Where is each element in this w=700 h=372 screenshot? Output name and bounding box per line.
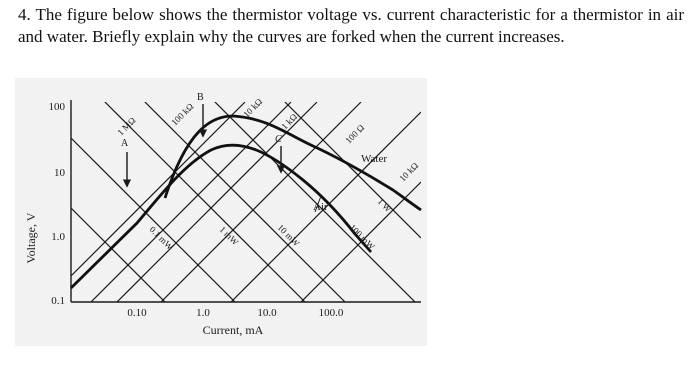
- resistance-label: 10 kΩ: [241, 96, 265, 120]
- point-c-label: C: [275, 134, 282, 145]
- x-tick-label: 1.0: [196, 307, 210, 319]
- x-tick-label: 100.0: [318, 307, 344, 319]
- water-label: Water: [361, 153, 387, 165]
- thermistor-plot: [15, 78, 427, 346]
- power-label: 1 mW: [217, 224, 241, 248]
- x-axis-label: Current, mA: [202, 323, 264, 337]
- resistance-label: 1 kΩ: [279, 111, 300, 132]
- y-tick-label: 10: [54, 167, 65, 179]
- question-text: 4. The figure below shows the thermistor voltage vs. current characteristic for a thermistor in air and water. Briefly explain why the curves are forked when the current increases.: [18, 5, 684, 46]
- air-label: Air: [313, 201, 328, 213]
- y-axis-label: Voltage, V: [24, 212, 38, 264]
- resistance-label: 100 kΩ: [169, 101, 196, 128]
- x-tick-label: 0.10: [127, 307, 147, 319]
- point-b-label: B: [197, 92, 204, 103]
- y-tick-label: 1.0: [51, 231, 65, 243]
- resistance-label: 100 Ω: [343, 122, 367, 146]
- thermistor-figure: [15, 78, 427, 346]
- y-tick-label: 0.1: [51, 295, 65, 307]
- y-tick-label: 100: [48, 101, 65, 113]
- resistance-label: 1 MΩ: [115, 115, 138, 138]
- point-a-label: A: [121, 138, 129, 149]
- resistance-label: 10 kΩ: [397, 160, 421, 184]
- x-tick-label: 10.0: [257, 307, 277, 319]
- power-label: 10 mW: [275, 222, 302, 249]
- power-label: 0.1 mW: [147, 224, 176, 252]
- power-label: 1 W: [375, 196, 394, 215]
- power-label: 100 mW: [347, 222, 377, 252]
